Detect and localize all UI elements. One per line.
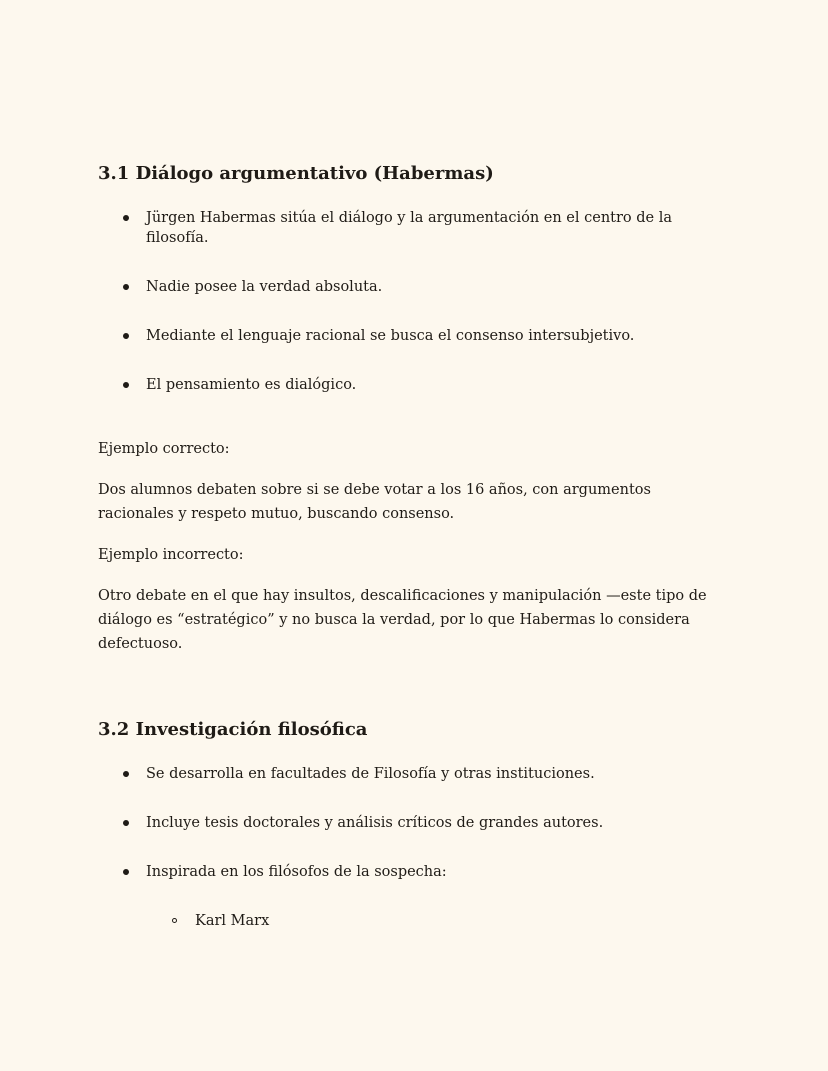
bullet-list <box>98 208 730 395</box>
list-item-text: Mediante el lenguaje racional se busca el consenso intersubjetivo. <box>146 328 635 344</box>
list-item-text: Se desarrolla en facultades de Filosofía y otras instituciones. <box>146 766 595 782</box>
bullet-dot-icon <box>123 382 129 388</box>
incorrect-example-label: Ejemplo incorrecto: <box>98 547 244 563</box>
list-item <box>98 277 730 297</box>
sub-bullet-list <box>98 911 730 931</box>
list-item <box>98 326 730 346</box>
section-heading: 3.2 Investigación filosófica <box>98 719 368 740</box>
correct-example-text: Dos alumnos debaten sobre si se debe votar a los 16 años, con argumentos racionales y respeto mutuo, buscando consenso. <box>98 482 651 522</box>
section-investigacion-filosofica <box>98 718 730 931</box>
section-heading: 3.1 Diálogo argumentativo (Habermas) <box>98 163 494 184</box>
list-item <box>98 764 730 784</box>
list-item <box>98 813 730 833</box>
bullet-dot-icon <box>123 820 129 826</box>
list-item-text: Inspirada en los filósofos de la sospecha: <box>146 864 447 880</box>
list-item <box>98 208 730 248</box>
list-item-text: Jürgen Habermas sitúa el diálogo y la argumentación en el centro de la filosofía. <box>146 210 673 246</box>
bullet-dot-icon <box>123 771 129 777</box>
incorrect-example-text: Otro debate en el que hay insultos, descalificaciones y manipulación —este tipo de diálogo es “estratégico” y no busca la verdad, por lo que Habermas lo considera defectuoso. <box>98 588 707 652</box>
list-item <box>98 862 730 882</box>
list-item-text: Karl Marx <box>195 913 270 929</box>
correct-example-label: Ejemplo correcto: <box>98 441 230 457</box>
list-item <box>98 911 730 931</box>
section-dialogo-argumentativo <box>98 162 730 656</box>
list-item-text: El pensamiento es dialógico. <box>146 377 357 393</box>
bullet-circle-icon <box>172 918 177 923</box>
bullet-list <box>98 764 730 882</box>
list-item <box>98 375 730 395</box>
list-item-text: Incluye tesis doctorales y análisis críticos de grandes autores. <box>146 815 604 831</box>
bullet-dot-icon <box>123 284 129 290</box>
bullet-dot-icon <box>123 215 129 221</box>
list-item-text: Nadie posee la verdad absoluta. <box>146 279 383 295</box>
bullet-dot-icon <box>123 869 129 875</box>
bullet-dot-icon <box>123 333 129 339</box>
